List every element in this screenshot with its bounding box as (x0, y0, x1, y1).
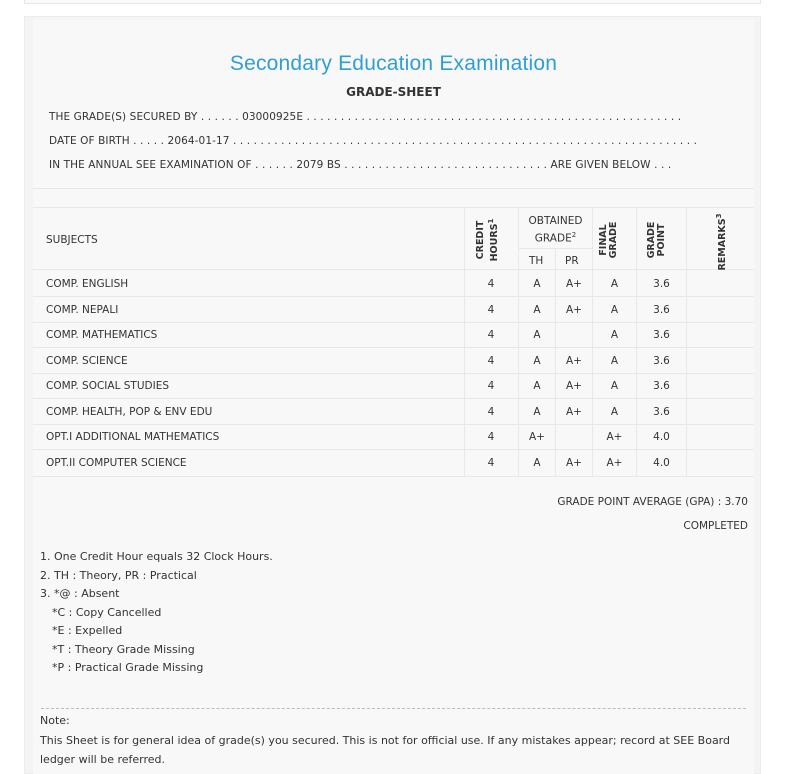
final-grade: A+ (606, 457, 623, 469)
note-item: *T : Theory Grade Missing (52, 642, 195, 656)
info-exam: IN THE ANNUAL SEE EXAMINATION OF . . . . . . 2079 BS . . . . . . . . . . . . . . . . . . . . . . . . . . . . . . ARE GIVEN BELOW . . . (49, 159, 672, 171)
header-obtained-sup: 2 (571, 231, 577, 239)
table-row (33, 399, 754, 425)
header-credit-hours (476, 214, 506, 266)
credit-hours: 4 (487, 431, 495, 443)
divider (33, 188, 754, 189)
grade-th: A (533, 380, 541, 392)
subject-name: OPT.II COMPUTER SCIENCE (46, 457, 187, 469)
grade-th: A (533, 278, 541, 290)
header-remarks-sup: 3 (715, 213, 723, 219)
note-item: 3. *@ : Absent (40, 587, 120, 600)
credit-hours: 4 (487, 380, 495, 392)
header-bottom-border (33, 269, 754, 270)
header-credit-sup: 1 (487, 218, 495, 224)
header-final-line1: FINAL (598, 224, 609, 256)
footer-note-text: This Sheet is for general idea of grade(s) you secured. This is not for official use. If any mistakes appear; record at SEE Board ledger will be referred. (40, 734, 730, 766)
header-subjects: SUBJECTS (46, 234, 98, 246)
grade-th: A (533, 304, 541, 316)
subject-name: COMP. SCIENCE (46, 355, 128, 367)
final-grade: A (610, 406, 619, 418)
grade-th: A (533, 457, 541, 469)
grade-point: 3.6 (653, 355, 670, 367)
grade-th: A (533, 355, 541, 367)
subject-name: COMP. ENGLISH (46, 278, 129, 290)
grade-th: A (533, 406, 541, 418)
grade-pr: A+ (566, 457, 582, 469)
final-grade: A (610, 329, 619, 341)
grade-point: 3.6 (653, 278, 670, 290)
subject-name: COMP. NEPALI (46, 304, 119, 316)
info-secured-by: THE GRADE(S) SECURED BY . . . . . . 03000925E . . . . . . . . . . . . . . . . . . . . . . . . . . . . . . . . . . . . . . . . . . . . . . . . . . . . . . . (49, 111, 682, 123)
credit-hours: 4 (487, 304, 495, 316)
gpa-summary: GRADE POINT AVERAGE (GPA) : 3.70 (557, 496, 748, 508)
top-bar (24, 0, 761, 4)
table-row (33, 450, 754, 476)
header-credit-line2: HOURS (489, 223, 501, 262)
grade-point: 4.0 (653, 457, 670, 469)
column-divider (754, 207, 755, 477)
header-th: TH (529, 255, 544, 267)
header-remarks (714, 212, 728, 272)
final-grade: A (610, 380, 619, 392)
grade-pr: A+ (566, 355, 582, 367)
note-item: *P : Practical Grade Missing (52, 661, 204, 674)
info-date-of-birth: DATE OF BIRTH . . . . . 2064-01-17 . . . . . . . . . . . . . . . . . . . . . . . . . . . . . . . . . . . . . . . . . . . . . . . . . . . . . . . . . . . . . . . . . . . . (49, 135, 698, 147)
header-obtained-grade (519, 214, 592, 246)
grade-point: 3.6 (653, 329, 670, 341)
notes-list (40, 548, 273, 678)
footer-note-label: Note: (40, 714, 70, 727)
grades-table (33, 207, 754, 477)
header-grade-point (647, 216, 677, 264)
note-item: 2. TH : Theory, PR : Practical (40, 568, 197, 582)
credit-hours: 4 (487, 355, 495, 367)
gradesheet-container (24, 16, 761, 774)
header-pr: PR (565, 255, 579, 267)
grade-pr: A+ (566, 304, 582, 316)
page-subtitle: GRADE-SHEET (346, 85, 441, 99)
header-final-line2: GRADE (608, 221, 619, 259)
header-credit-line1: CREDIT (475, 220, 486, 260)
table-row (33, 348, 754, 374)
table-row (33, 297, 754, 323)
grade-point: 3.6 (653, 304, 670, 316)
subject-name: COMP. HEALTH, POP & ENV EDU (46, 406, 213, 418)
credit-hours: 4 (487, 329, 495, 341)
dashed-divider (41, 708, 746, 709)
gradesheet (33, 20, 754, 774)
table-row (33, 373, 754, 399)
grade-th: A (533, 329, 541, 341)
header-remarks-label: REMARKS (717, 218, 729, 271)
header-gp-line1: GRADE (646, 221, 657, 259)
page-title: Secondary Education Examination (229, 52, 558, 75)
table-top-border (33, 207, 754, 208)
final-grade: A (610, 278, 619, 290)
grade-point: 3.6 (653, 380, 670, 392)
table-row (33, 424, 754, 450)
note-item: 1. One Credit Hour equals 32 Clock Hours. (40, 550, 273, 563)
grade-th: A+ (529, 431, 545, 443)
credit-hours: 4 (487, 406, 495, 418)
table-row (33, 322, 754, 348)
subject-name: OPT.I ADDITIONAL MATHEMATICS (46, 431, 220, 443)
final-grade: A (610, 304, 619, 316)
header-gp-line2: POINT (656, 223, 667, 257)
grade-pr: A+ (566, 278, 582, 290)
credit-hours: 4 (487, 278, 495, 290)
table-bottom-border (33, 476, 754, 477)
grade-point: 4.0 (653, 431, 670, 443)
header-final-grade (599, 216, 629, 264)
final-grade: A (610, 355, 619, 367)
subject-name: COMP. SOCIAL STUDIES (46, 380, 170, 392)
result-status: COMPLETED (683, 520, 748, 532)
header-obtained-line2: GRADE (534, 232, 572, 245)
final-grade: A+ (606, 431, 623, 443)
credit-hours: 4 (487, 457, 495, 469)
table-row (33, 271, 754, 297)
grade-pr: A+ (566, 380, 582, 392)
grade-pr: A+ (566, 406, 582, 418)
note-item: *C : Copy Cancelled (52, 605, 162, 619)
header-obtained-line1: OBTAINED (528, 215, 583, 227)
note-item: *E : Expelled (52, 624, 123, 637)
grade-point: 3.6 (653, 406, 670, 418)
subject-name: COMP. MATHEMATICS (46, 329, 158, 341)
